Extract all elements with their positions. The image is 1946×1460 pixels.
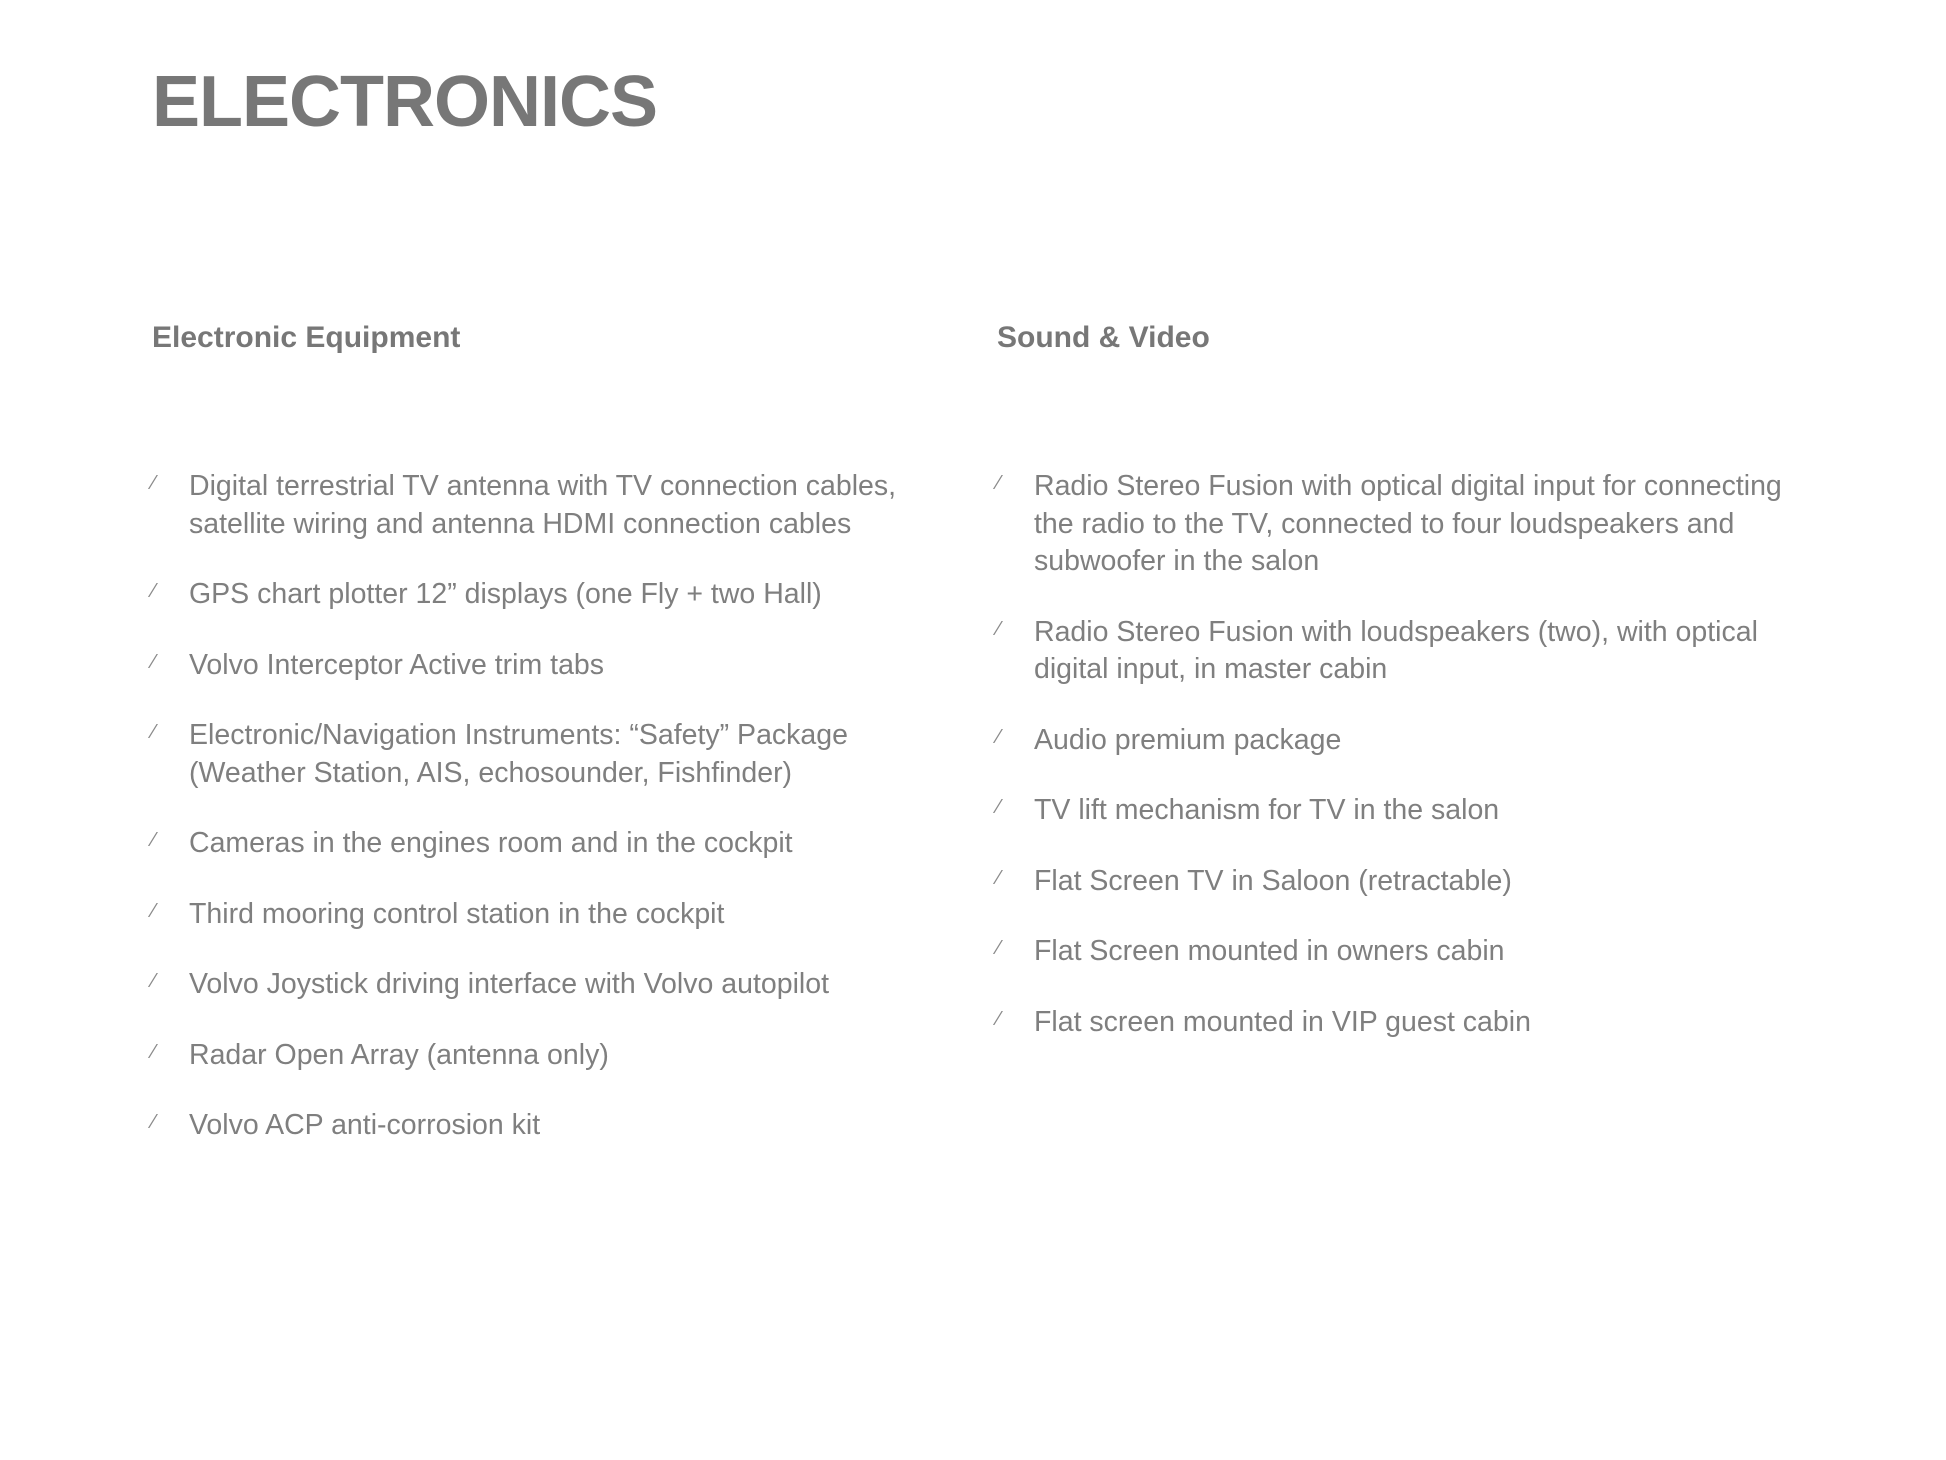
list-item — [997, 933, 1797, 971]
list-item-text: Cameras in the engines room and in the cockpit — [189, 827, 793, 859]
slash-bullet-icon: ⁄ — [152, 829, 156, 851]
sound-video-list — [997, 468, 1797, 1041]
list-item-text: Radio Stereo Fusion with loudspeakers (two), with optical digital input, in master cabin — [1034, 615, 1758, 685]
slash-bullet-icon: ⁄ — [997, 937, 1001, 959]
slash-bullet-icon: ⁄ — [152, 721, 156, 743]
list-item — [152, 1037, 912, 1075]
slash-bullet-icon: ⁄ — [152, 1111, 156, 1133]
slash-bullet-icon: ⁄ — [997, 725, 1001, 748]
list-item-text: Radar Open Array (antenna only) — [189, 1038, 609, 1071]
list-item-text: Digital terrestrial TV antenna with TV connection cables, satellite wiring and antenna HDMI connection cables — [189, 470, 897, 540]
section-heading-electronic-equipment: Electronic Equipment — [152, 321, 461, 354]
slash-bullet-icon: ⁄ — [152, 970, 156, 992]
slash-bullet-icon: ⁄ — [152, 472, 156, 494]
slash-bullet-icon: ⁄ — [997, 472, 1001, 494]
slash-bullet-icon: ⁄ — [152, 1040, 156, 1063]
list-item-text: Electronic/Navigation Instruments: “Safety” Package (Weather Station, AIS, echosounder, Fishfinder) — [189, 719, 848, 789]
list-item — [997, 863, 1797, 901]
list-item — [997, 792, 1797, 830]
list-item — [152, 576, 912, 614]
sound-video-section — [997, 320, 1797, 1074]
list-item-text: Flat Screen mounted in owners cabin — [1034, 935, 1505, 967]
list-item-text: Radio Stereo Fusion with optical digital input for connecting the radio to the TV, connected to four loudspeakers and subwoofer in the salon — [1034, 470, 1782, 577]
list-item — [152, 896, 912, 934]
list-item — [152, 966, 912, 1004]
electronic-equipment-section — [152, 320, 912, 1178]
list-item — [152, 647, 912, 685]
section-heading-sound-video: Sound & Video — [997, 321, 1210, 354]
list-item-text: Volvo ACP anti-corrosion kit — [189, 1109, 541, 1141]
list-item-text: GPS chart plotter 12” displays (one Fly + two Hall) — [189, 578, 822, 610]
list-item — [152, 717, 912, 792]
slash-bullet-icon: ⁄ — [997, 796, 1001, 818]
list-item — [997, 468, 1797, 581]
list-item — [152, 825, 912, 863]
list-item — [152, 468, 912, 543]
electronic-equipment-list — [152, 468, 912, 1145]
list-item — [997, 722, 1797, 760]
slash-bullet-icon: ⁄ — [152, 899, 156, 922]
slash-bullet-icon: ⁄ — [997, 617, 1001, 640]
slash-bullet-icon: ⁄ — [152, 580, 156, 602]
list-item — [152, 1107, 912, 1145]
list-item — [997, 614, 1797, 689]
list-item-text: TV lift mechanism for TV in the salon — [1034, 794, 1500, 826]
slash-bullet-icon: ⁄ — [152, 650, 156, 673]
list-item-text: Volvo Interceptor Active trim tabs — [189, 648, 605, 681]
slash-bullet-icon: ⁄ — [997, 1007, 1001, 1030]
page-title: ELECTRONICS — [152, 62, 658, 142]
list-item-text: Third mooring control station in the cockpit — [189, 897, 725, 930]
slash-bullet-icon: ⁄ — [997, 866, 1001, 889]
list-item-text: Volvo Joystick driving interface with Volvo autopilot — [189, 968, 829, 1000]
list-item — [997, 1004, 1797, 1042]
list-item-text: Flat screen mounted in VIP guest cabin — [1034, 1005, 1531, 1038]
list-item-text: Flat Screen TV in Saloon (retractable) — [1034, 864, 1512, 897]
list-item-text: Audio premium package — [1034, 723, 1342, 756]
